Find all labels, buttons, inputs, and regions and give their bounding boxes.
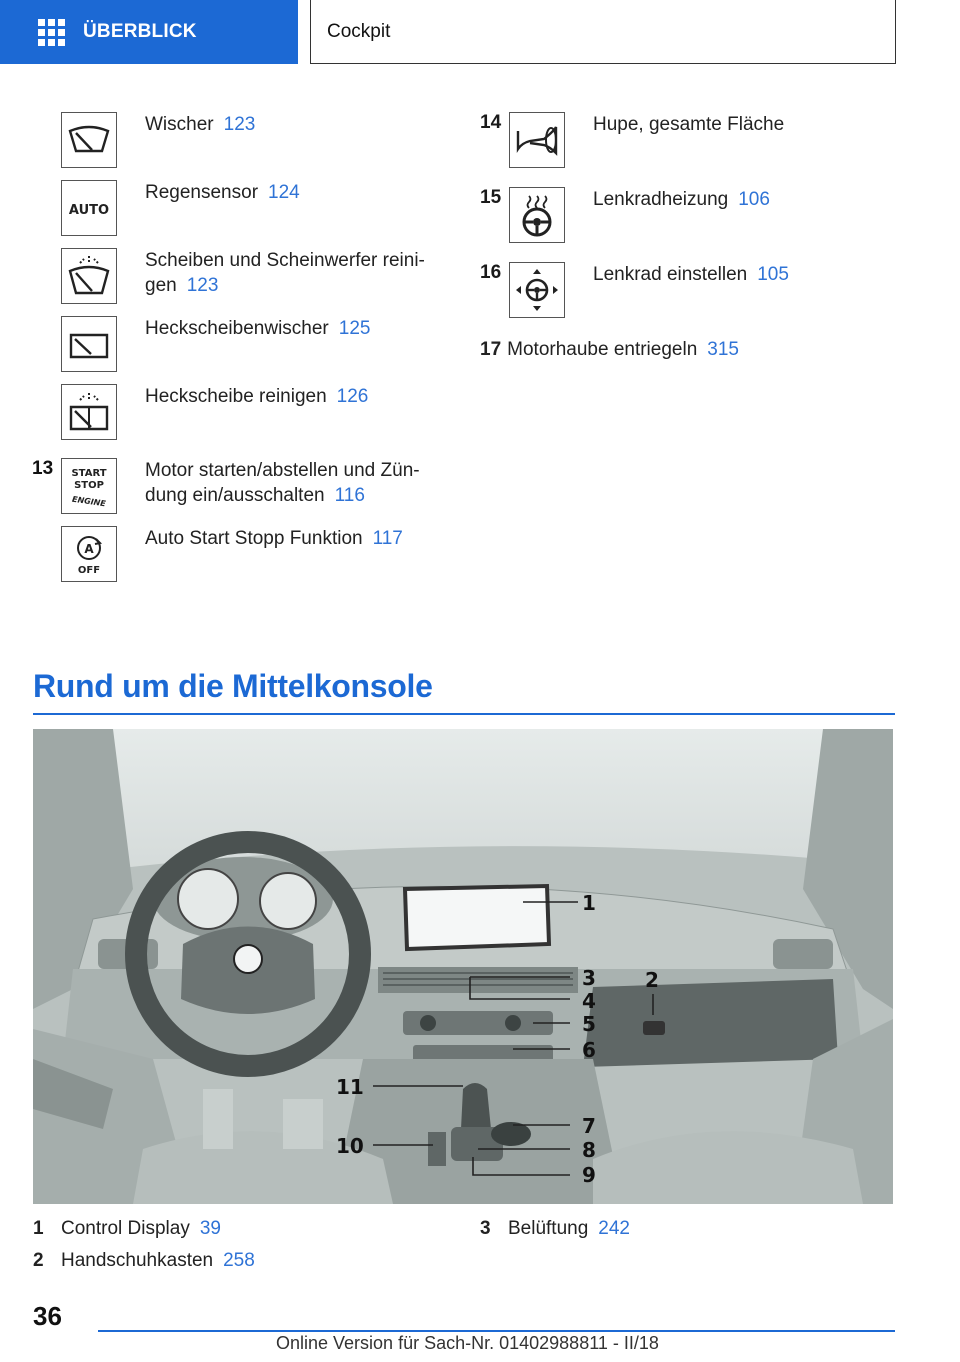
callout-7: 7 <box>582 1114 596 1138</box>
callout-5: 5 <box>582 1012 596 1036</box>
page-ref-link[interactable]: 315 <box>707 339 739 360</box>
item-text: Handschuhkasten <box>61 1250 214 1271</box>
item-number: 16 <box>480 262 502 283</box>
list-item <box>145 180 300 205</box>
item-text: Motor starten/abstellen und Zün- <box>145 460 420 481</box>
item-text: Belüftung <box>508 1218 589 1239</box>
callout-8: 8 <box>582 1138 596 1162</box>
legend-item-1 <box>33 1218 221 1240</box>
icon-text: A <box>84 542 94 556</box>
page-ref-link[interactable]: 258 <box>223 1250 255 1271</box>
callout-2: 2 <box>645 968 659 992</box>
item-number: 1 <box>33 1218 44 1239</box>
overview-tab[interactable] <box>0 0 298 64</box>
list-item <box>145 384 368 409</box>
list-item <box>480 337 739 362</box>
callout-6: 6 <box>582 1038 596 1062</box>
item-text: Heckscheibenwischer <box>145 318 329 339</box>
item-text: Regensensor <box>145 182 259 203</box>
item-number: 13 <box>32 458 54 479</box>
item-number: 14 <box>480 112 502 133</box>
icon-text: ENGINE <box>71 494 107 509</box>
horn-icon <box>509 112 565 168</box>
item-text: Motorhaube entriegeln <box>507 339 698 360</box>
item-number: 15 <box>480 187 502 208</box>
wiper-icon <box>61 112 117 168</box>
footer-text: Online Version für Sach-Nr. 01402988811 - II/18 <box>276 1333 659 1353</box>
rear-washer-icon <box>61 384 117 440</box>
page-ref-link[interactable]: 125 <box>338 318 371 339</box>
center-console-photo <box>33 729 893 1204</box>
auto-rain-sensor-icon <box>61 180 117 236</box>
icon-text: START <box>71 468 107 479</box>
callout-3: 3 <box>582 966 596 990</box>
item-text: gen <box>145 275 177 296</box>
section-title: Rund um die Mittelkonsole <box>33 668 433 704</box>
rear-wiper-icon <box>61 316 117 372</box>
page-ref-link[interactable]: 116 <box>334 485 365 506</box>
item-number: 3 <box>480 1218 491 1239</box>
page-ref-link[interactable]: 105 <box>757 264 789 285</box>
steering-heating-icon <box>509 187 565 243</box>
footer-divider <box>98 1330 895 1332</box>
item-number: 17 <box>480 339 502 360</box>
legend-item-3 <box>480 1218 630 1240</box>
page-ref-link[interactable]: 106 <box>738 189 770 210</box>
list-item <box>145 112 255 137</box>
page-ref-link[interactable]: 123 <box>186 275 219 296</box>
page-ref-link[interactable]: 123 <box>223 114 256 135</box>
grid-menu-icon <box>38 19 65 46</box>
legend-item-2 <box>33 1250 255 1272</box>
icon-text: AUTO <box>68 203 110 218</box>
page-ref-link[interactable]: 124 <box>268 182 300 203</box>
list-item <box>593 262 789 287</box>
item-text: Lenkrad einstellen <box>593 264 748 285</box>
callout-4: 4 <box>582 989 596 1013</box>
item-text: Lenkradheizung <box>593 189 729 210</box>
item-text: Heckscheibe reinigen <box>145 386 327 407</box>
page-number: 36 <box>33 1301 62 1331</box>
list-item <box>145 458 435 508</box>
list-item <box>593 112 784 137</box>
callout-1: 1 <box>582 891 596 915</box>
start-stop-engine-icon <box>61 458 117 514</box>
item-text: Auto Start Stopp Funktion <box>145 528 363 549</box>
page-ref-link[interactable]: 242 <box>598 1218 630 1239</box>
callout-10: 10 <box>336 1134 364 1158</box>
item-text: Scheiben und Scheinwerfer reini- <box>145 250 425 271</box>
page-ref-link[interactable]: 117 <box>372 528 403 549</box>
item-text: Control Display <box>61 1218 190 1239</box>
list-item <box>145 316 370 341</box>
list-item <box>145 526 403 551</box>
list-item <box>145 248 435 298</box>
page-ref-link[interactable]: 126 <box>336 386 369 407</box>
icon-text: STOP <box>74 480 104 491</box>
list-item <box>593 187 770 212</box>
item-text: Hupe, gesamte Fläche <box>593 114 785 135</box>
item-text: dung ein/ausschalten <box>145 485 325 506</box>
page-ref-link[interactable]: 39 <box>199 1218 221 1239</box>
chapter-title: Cockpit <box>310 0 896 64</box>
washer-icon <box>61 248 117 304</box>
item-number: 2 <box>33 1250 44 1271</box>
callout-11: 11 <box>336 1075 364 1099</box>
item-text: Wischer <box>145 114 214 135</box>
callout-9: 9 <box>582 1163 596 1187</box>
overview-tab-label: ÜBERBLICK <box>83 21 197 42</box>
icon-text: OFF <box>77 565 101 576</box>
auto-start-stop-off-icon <box>61 526 117 582</box>
steering-adjust-icon <box>509 262 565 318</box>
section-divider <box>33 713 895 715</box>
